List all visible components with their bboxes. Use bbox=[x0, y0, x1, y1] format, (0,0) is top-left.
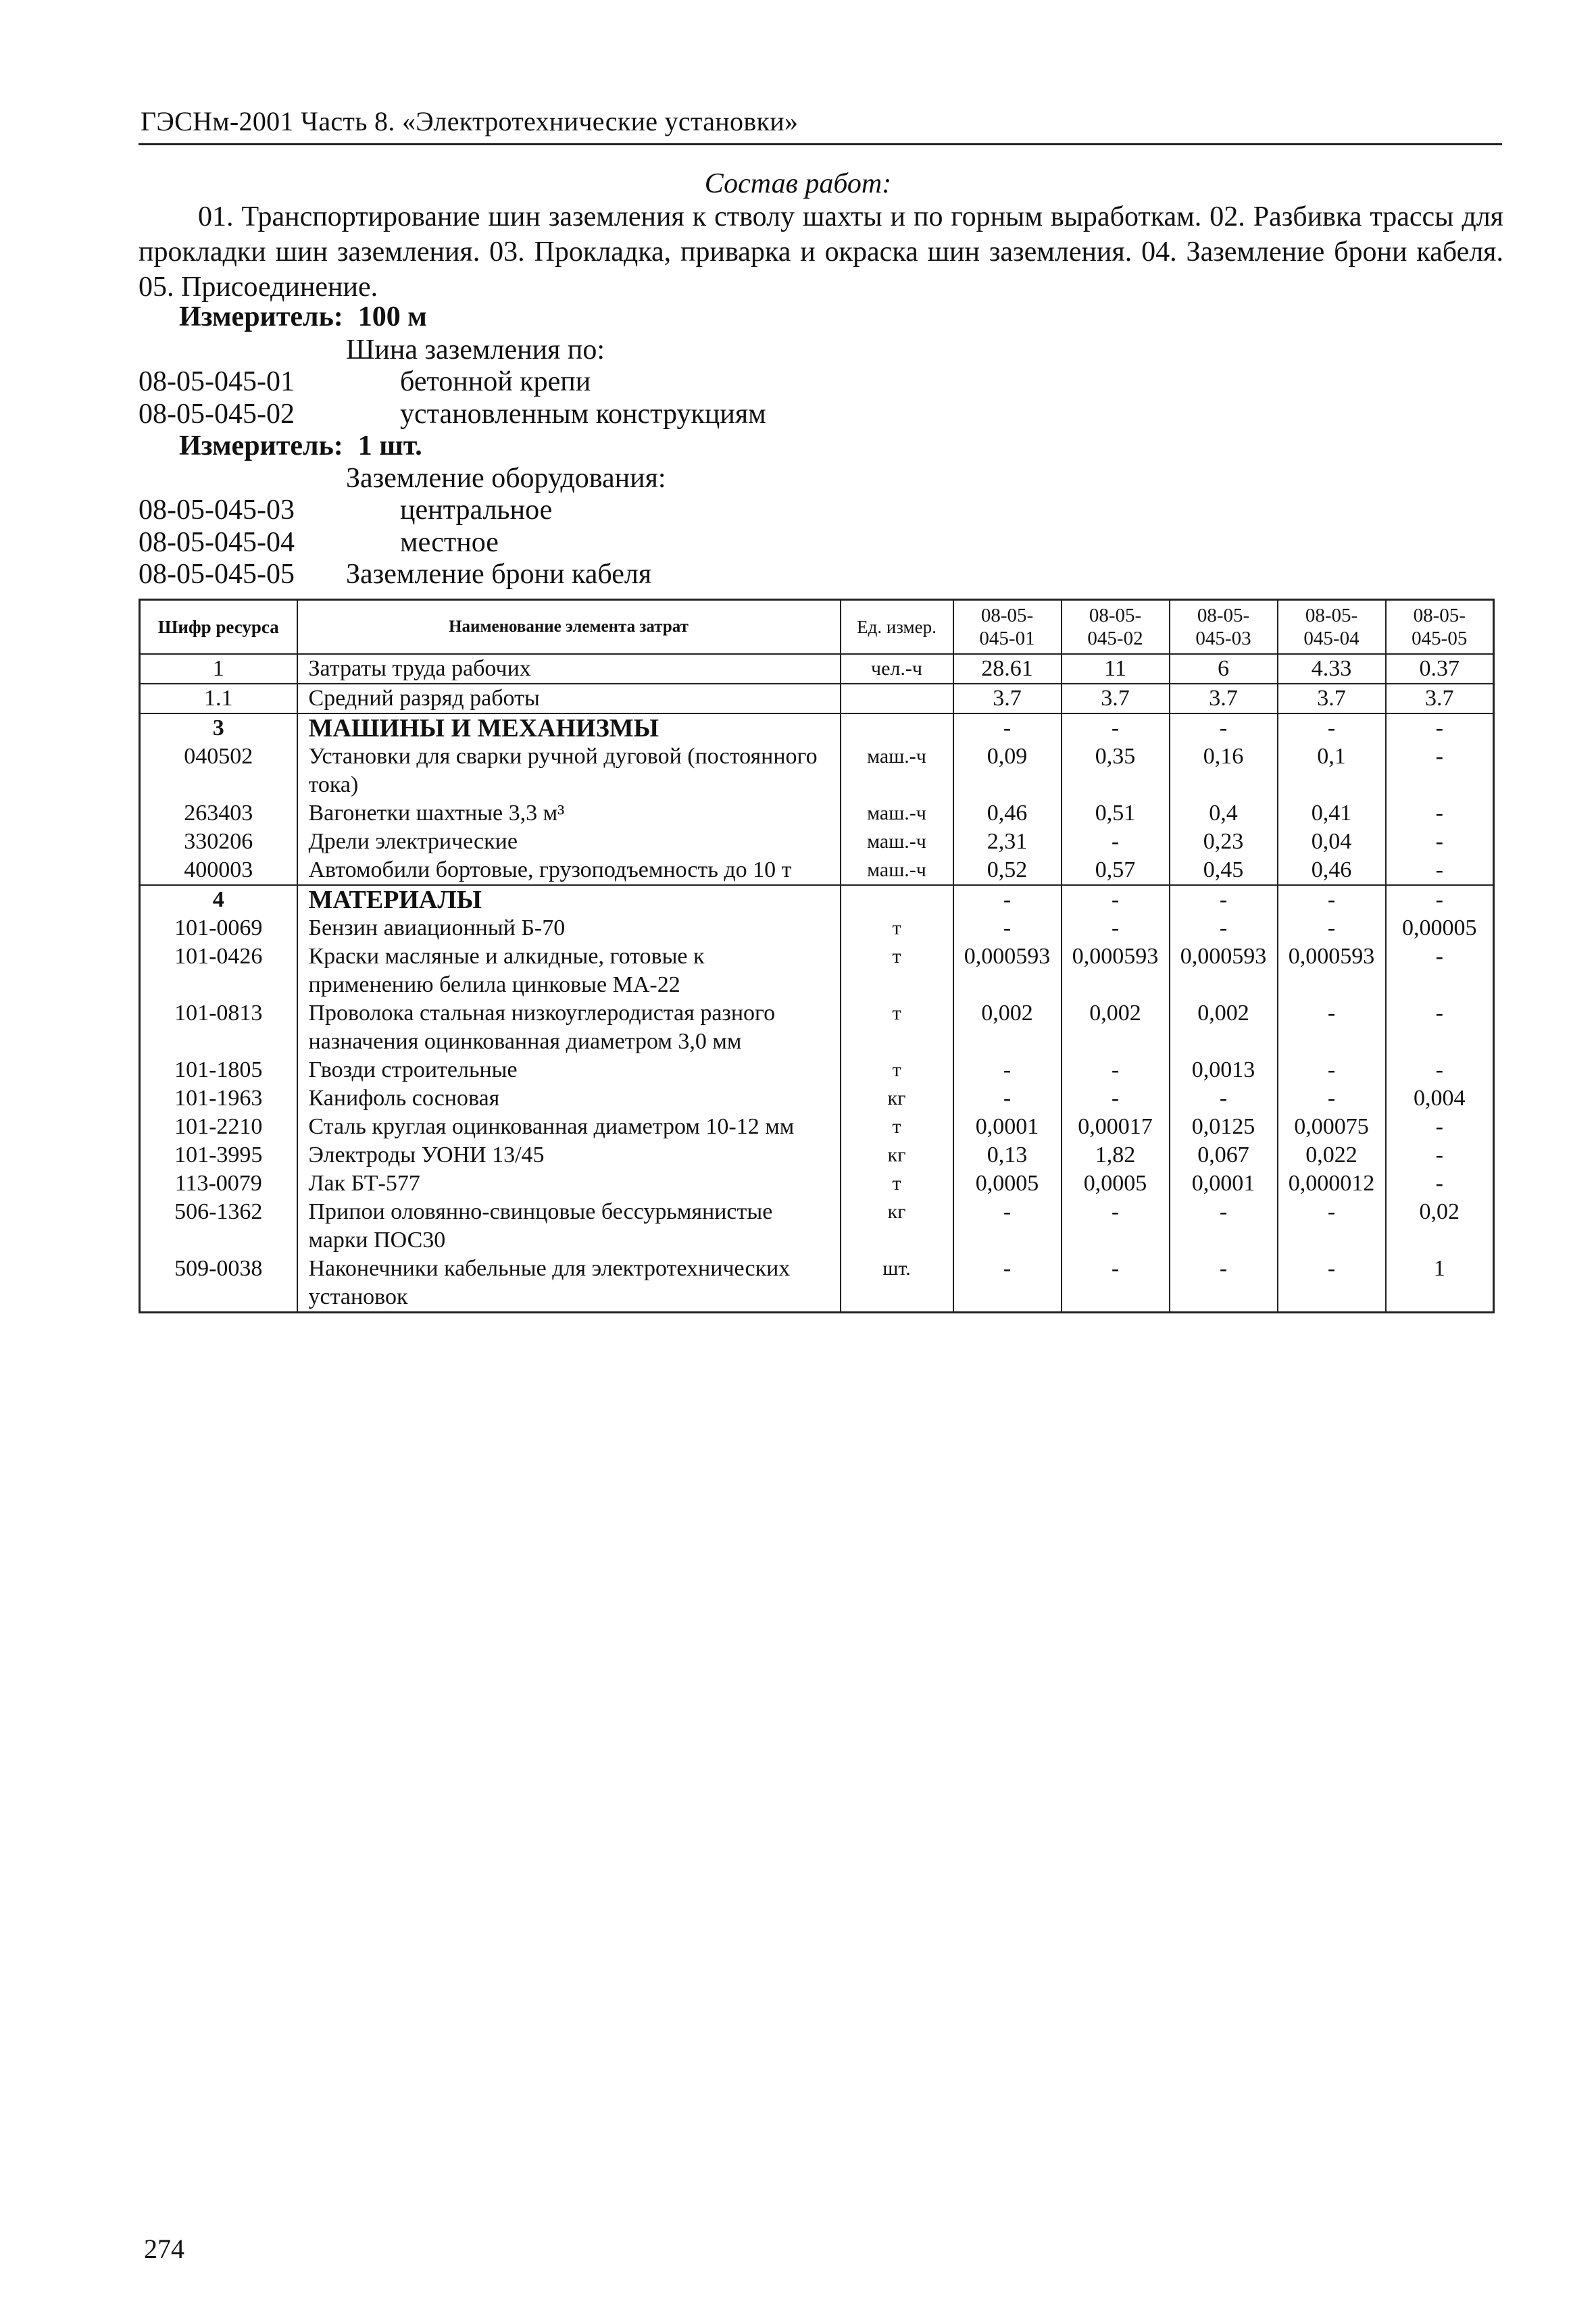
cell-code: 263403 bbox=[140, 799, 297, 828]
cell-value: 3.7 bbox=[1170, 684, 1278, 713]
cell-name: Лак БТ-577 bbox=[297, 1169, 841, 1198]
cell-code: 1 bbox=[140, 654, 297, 684]
cell-value: - bbox=[1278, 1198, 1386, 1255]
cell-value: 0,000593 bbox=[1170, 942, 1278, 999]
cell-code: 509-0038 bbox=[140, 1255, 297, 1313]
cell-unit: т bbox=[841, 1169, 953, 1198]
cell-value: 0,04 bbox=[1278, 828, 1386, 856]
cell-name: МАТЕРИАЛЫ bbox=[297, 885, 841, 914]
header-name: Наименование элемента затрат bbox=[297, 600, 841, 655]
cell-code: 101-0426 bbox=[140, 942, 297, 999]
item-code: 08-05-045-05 bbox=[139, 559, 295, 590]
measure-1 bbox=[179, 301, 427, 333]
header-col-1 bbox=[953, 600, 1062, 655]
cell-code: 506-1362 bbox=[140, 1198, 297, 1255]
header-col-top: 08-05- bbox=[980, 605, 1034, 626]
cell-value: - bbox=[1386, 942, 1494, 999]
cell-value: 0,02 bbox=[1386, 1198, 1494, 1255]
cell-name: Дрели электрические bbox=[297, 828, 841, 856]
header-col-2 bbox=[1062, 600, 1170, 655]
header-col-top: 08-05- bbox=[1197, 605, 1250, 626]
header-col-bottom: 045-03 bbox=[1195, 628, 1251, 649]
cell-value: - bbox=[1386, 1113, 1494, 1141]
cell-code: 330206 bbox=[140, 828, 297, 856]
measure-label: Измеритель: bbox=[179, 301, 343, 332]
cell-name: Вагонетки шахтные 3,3 м³ bbox=[297, 799, 841, 828]
header-col-top: 08-05- bbox=[1089, 605, 1142, 626]
cell-value: - bbox=[1386, 885, 1494, 914]
cell-value: - bbox=[1170, 1198, 1278, 1255]
cell-name: Сталь круглая оцинкованная диаметром 10-12 мм bbox=[297, 1113, 841, 1141]
cell-value: - bbox=[1170, 914, 1278, 942]
table-row bbox=[140, 654, 1494, 684]
table-row bbox=[140, 1198, 1494, 1255]
cell-value: - bbox=[1170, 1084, 1278, 1113]
cell-value: 0,0005 bbox=[953, 1169, 1062, 1198]
cell-name: Наконечники кабельные для электротехнических установок bbox=[297, 1255, 841, 1313]
cell-code: 1.1 bbox=[140, 684, 297, 713]
item-code: 08-05-045-04 bbox=[139, 527, 295, 558]
cell-unit: маш.-ч bbox=[841, 856, 953, 885]
cell-unit: т bbox=[841, 942, 953, 999]
section-title-bus: Шина заземления по: bbox=[346, 334, 605, 366]
cell-name: Припои оловянно-свинцовые бессурьмянистые марки ПОС30 bbox=[297, 1198, 841, 1255]
item-name: установленным конструкциям bbox=[400, 399, 766, 430]
cell-value: - bbox=[1278, 1255, 1386, 1313]
cell-value: 0,002 bbox=[1170, 999, 1278, 1056]
cell-value: - bbox=[1386, 743, 1494, 799]
table-row-section bbox=[140, 713, 1494, 743]
cell-value: - bbox=[953, 885, 1062, 914]
cell-unit: маш.-ч bbox=[841, 799, 953, 828]
cell-value: 0,0001 bbox=[1170, 1169, 1278, 1198]
table-row bbox=[140, 1084, 1494, 1113]
header-col-bottom: 045-05 bbox=[1412, 628, 1468, 649]
item-code: 08-05-045-03 bbox=[139, 495, 295, 526]
cell-value: 0,000593 bbox=[953, 942, 1062, 999]
cell-name: Проволока стальная низкоуглеродистая разного назначения оцинкованная диаметром 3,0 мм bbox=[297, 999, 841, 1056]
cell-value: - bbox=[1386, 799, 1494, 828]
cell-name: Электроды УОНИ 13/45 bbox=[297, 1141, 841, 1169]
cell-value: - bbox=[1278, 999, 1386, 1056]
composition-title: Состав работ: bbox=[704, 168, 892, 199]
cell-unit: кг bbox=[841, 1084, 953, 1113]
cell-value: - bbox=[1062, 1255, 1170, 1313]
cell-code: 101-2210 bbox=[140, 1113, 297, 1141]
table-row bbox=[140, 999, 1494, 1056]
cell-value: 0,022 bbox=[1278, 1141, 1386, 1169]
table-row bbox=[140, 743, 1494, 799]
cell-unit: т bbox=[841, 1113, 953, 1141]
cell-code: 101-3995 bbox=[140, 1141, 297, 1169]
cell-value: 0,52 bbox=[953, 856, 1062, 885]
cell-value: 0,004 bbox=[1386, 1084, 1494, 1113]
cell-value: - bbox=[1062, 1084, 1170, 1113]
table-row bbox=[140, 942, 1494, 999]
cell-value: - bbox=[1386, 1056, 1494, 1084]
header-col-bottom: 045-04 bbox=[1303, 628, 1360, 649]
cell-name: Гвозди строительные bbox=[297, 1056, 841, 1084]
cell-value: 0,41 bbox=[1278, 799, 1386, 828]
item-name: бетонной крепи bbox=[400, 366, 591, 397]
cell-value: - bbox=[1062, 914, 1170, 942]
header-col-bottom: 045-01 bbox=[979, 628, 1035, 649]
cell-value: - bbox=[1278, 1084, 1386, 1113]
measure-label: Измеритель: bbox=[179, 430, 343, 461]
cell-unit: чел.-ч bbox=[841, 654, 953, 684]
cell-value: 0,1 bbox=[1278, 743, 1386, 799]
cell-value: 0,09 bbox=[953, 743, 1062, 799]
cell-value: 0.37 bbox=[1386, 654, 1494, 684]
cell-value: - bbox=[1386, 713, 1494, 743]
cell-value: 0,35 bbox=[1062, 743, 1170, 799]
cell-value: - bbox=[1170, 713, 1278, 743]
cell-value: - bbox=[1062, 713, 1170, 743]
table-row bbox=[140, 684, 1494, 713]
cell-unit: маш.-ч bbox=[841, 743, 953, 799]
cell-value: - bbox=[1386, 999, 1494, 1056]
cell-code: 101-0069 bbox=[140, 914, 297, 942]
cell-unit: т bbox=[841, 999, 953, 1056]
cell-name: МАШИНЫ И МЕХАНИЗМЫ bbox=[297, 713, 841, 743]
cell-name: Автомобили бортовые, грузоподъемность до 10 т bbox=[297, 856, 841, 885]
cell-value: - bbox=[1278, 713, 1386, 743]
cell-unit: шт. bbox=[841, 1255, 953, 1313]
measure-value: 1 шт. bbox=[357, 430, 422, 461]
header-col-top: 08-05- bbox=[1305, 605, 1358, 626]
cell-value: 3.7 bbox=[1386, 684, 1494, 713]
resource-table bbox=[139, 599, 1495, 1313]
cell-value: 28.61 bbox=[953, 654, 1062, 684]
cell-unit: т bbox=[841, 1056, 953, 1084]
cell-value: - bbox=[1386, 856, 1494, 885]
cell-value: 0,4 bbox=[1170, 799, 1278, 828]
cell-value: 0,0013 bbox=[1170, 1056, 1278, 1084]
cell-value: 0,51 bbox=[1062, 799, 1170, 828]
header-unit: Ед. измер. bbox=[841, 600, 953, 655]
cell-value: 0,002 bbox=[1062, 999, 1170, 1056]
table-row bbox=[140, 1056, 1494, 1084]
cell-unit: маш.-ч bbox=[841, 828, 953, 856]
cell-code: 101-1963 bbox=[140, 1084, 297, 1113]
cell-unit: т bbox=[841, 914, 953, 942]
table-row bbox=[140, 914, 1494, 942]
cell-value: - bbox=[953, 1084, 1062, 1113]
cell-unit: кг bbox=[841, 1141, 953, 1169]
cell-value: 0,002 bbox=[953, 999, 1062, 1056]
cell-value: 0,46 bbox=[1278, 856, 1386, 885]
cell-name: Краски масляные и алкидные, готовые к применению белила цинковые МА-22 bbox=[297, 942, 841, 999]
item-code: 08-05-045-02 bbox=[139, 399, 295, 430]
page-number: 274 bbox=[144, 2234, 184, 2264]
cell-value: - bbox=[1062, 1056, 1170, 1084]
cell-value: - bbox=[1386, 1169, 1494, 1198]
cell-value: - bbox=[1386, 828, 1494, 856]
cell-value: 0,00005 bbox=[1386, 914, 1494, 942]
cell-value: 6 bbox=[1170, 654, 1278, 684]
cell-value: - bbox=[1170, 1255, 1278, 1313]
cell-code: 4 bbox=[140, 885, 297, 914]
cell-value: 0,0001 bbox=[953, 1113, 1062, 1141]
cell-value: - bbox=[1062, 885, 1170, 914]
cell-value: - bbox=[953, 1056, 1062, 1084]
cell-value: - bbox=[1170, 885, 1278, 914]
item-name: центральное bbox=[400, 495, 553, 526]
cell-code: 400003 bbox=[140, 856, 297, 885]
item-name: местное bbox=[400, 527, 499, 558]
header-code: Шифр ресурса bbox=[140, 600, 297, 655]
table-row bbox=[140, 1141, 1494, 1169]
cell-value: 0,000593 bbox=[1062, 942, 1170, 999]
header-col-bottom: 045-02 bbox=[1087, 628, 1143, 649]
cell-value: 11 bbox=[1062, 654, 1170, 684]
cell-value: 0,00017 bbox=[1062, 1113, 1170, 1141]
item-name: Заземление брони кабеля bbox=[346, 559, 652, 590]
table-row bbox=[140, 856, 1494, 885]
cell-code: 3 bbox=[140, 713, 297, 743]
cell-value: 0,16 bbox=[1170, 743, 1278, 799]
cell-unit bbox=[841, 885, 953, 914]
cell-value: 0,13 bbox=[953, 1141, 1062, 1169]
cell-value: - bbox=[1062, 1198, 1170, 1255]
header-col-4 bbox=[1278, 600, 1386, 655]
cell-value: 0,067 bbox=[1170, 1141, 1278, 1169]
cell-name: Затраты труда рабочих bbox=[297, 654, 841, 684]
cell-value: 3.7 bbox=[1278, 684, 1386, 713]
cell-value: 0,00075 bbox=[1278, 1113, 1386, 1141]
table-row bbox=[140, 828, 1494, 856]
cell-value: - bbox=[953, 1198, 1062, 1255]
header-col-top: 08-05- bbox=[1413, 605, 1466, 626]
cell-value: 1 bbox=[1386, 1255, 1494, 1313]
header-rule bbox=[139, 143, 1502, 145]
table-row bbox=[140, 799, 1494, 828]
header-col-3 bbox=[1170, 600, 1278, 655]
cell-name: Средний разряд работы bbox=[297, 684, 841, 713]
cell-value: 3.7 bbox=[953, 684, 1062, 713]
cell-value: 2,31 bbox=[953, 828, 1062, 856]
cell-value: - bbox=[953, 713, 1062, 743]
cell-value: 0,46 bbox=[953, 799, 1062, 828]
cell-value: 0,000012 bbox=[1278, 1169, 1386, 1198]
table-header-row bbox=[140, 600, 1494, 655]
cell-code: 101-0813 bbox=[140, 999, 297, 1056]
table-row-section bbox=[140, 885, 1494, 914]
measure-value: 100 м bbox=[357, 301, 427, 332]
table-row bbox=[140, 1169, 1494, 1198]
cell-unit bbox=[841, 713, 953, 743]
cell-value: 0,23 bbox=[1170, 828, 1278, 856]
cell-value: 1,82 bbox=[1062, 1141, 1170, 1169]
section-title-equipment: Заземление оборудования: bbox=[346, 463, 666, 494]
header-col-5 bbox=[1386, 600, 1494, 655]
cell-value: 0,0005 bbox=[1062, 1169, 1170, 1198]
cell-value: 0,57 bbox=[1062, 856, 1170, 885]
cell-value: - bbox=[1278, 885, 1386, 914]
item-code: 08-05-045-01 bbox=[139, 366, 295, 397]
cell-code: 040502 bbox=[140, 743, 297, 799]
cell-code: 101-1805 bbox=[140, 1056, 297, 1084]
cell-value: - bbox=[1278, 1056, 1386, 1084]
work-composition-text: 01. Транспортирование шин заземления к стволу шахты и по горным выработкам. 02. Разбивка трассы для прокладки шин заземления. 03. Прокладка, приварка и окраска шин заземления. 04. Заземление брони кабеля. 05. Присоединение. bbox=[139, 201, 1503, 303]
cell-value: - bbox=[953, 914, 1062, 942]
cell-value: - bbox=[953, 1255, 1062, 1313]
cell-value: - bbox=[1278, 914, 1386, 942]
table-row bbox=[140, 1255, 1494, 1313]
cell-name: Бензин авиационный Б-70 bbox=[297, 914, 841, 942]
cell-value: - bbox=[1062, 828, 1170, 856]
cell-value: - bbox=[1386, 1141, 1494, 1169]
cell-value: 4.33 bbox=[1278, 654, 1386, 684]
cell-value: 0,000593 bbox=[1278, 942, 1386, 999]
cell-name: Канифоль сосновая bbox=[297, 1084, 841, 1113]
cell-value: 0,0125 bbox=[1170, 1113, 1278, 1141]
cell-code: 113-0079 bbox=[140, 1169, 297, 1198]
cell-value: 0,45 bbox=[1170, 856, 1278, 885]
table-row bbox=[140, 1113, 1494, 1141]
measure-2 bbox=[179, 430, 422, 462]
cell-value: 3.7 bbox=[1062, 684, 1170, 713]
cell-unit: кг bbox=[841, 1198, 953, 1255]
running-header: ГЭСНм-2001 Часть 8. «Электротехнические установки» bbox=[141, 106, 799, 136]
cell-name: Установки для сварки ручной дуговой (постоянного тока) bbox=[297, 743, 841, 799]
cell-unit bbox=[841, 684, 953, 713]
